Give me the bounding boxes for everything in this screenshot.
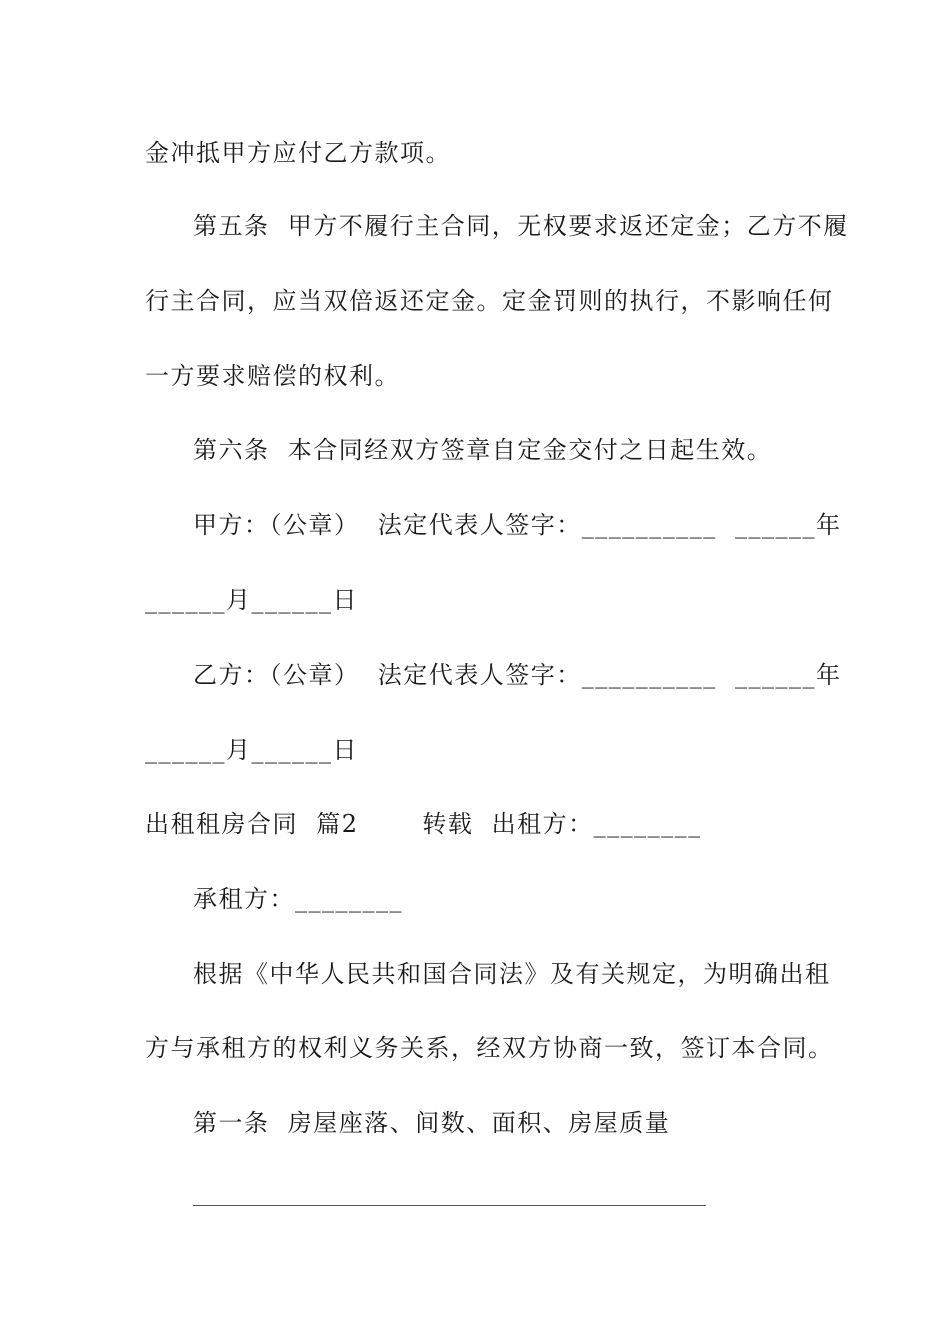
- text-line: 方与承租方的权利义务关系，经双方协商一致，签订本合同。: [145, 1034, 834, 1062]
- lessee-line: 承租方：________: [193, 885, 403, 913]
- article-6-line: 第六条 本合同经双方签章自定金交付之日起生效。: [193, 436, 773, 464]
- text-line: 一方要求赔偿的权利。: [145, 362, 400, 390]
- article-1-line: 第一条 房屋座落、间数、面积、房屋质量: [193, 1109, 671, 1137]
- party-b-date-line: ______月______日: [145, 736, 358, 764]
- party-b-signature-line: 乙方：（公章） 法定代表人签字：__________ ______年: [193, 661, 842, 689]
- text-line: 行主合同，应当双倍返还定金。定金罚则的执行，不影响任何: [145, 287, 834, 315]
- party-a-signature-line: 甲方：（公章） 法定代表人签字：__________ ______年: [193, 511, 842, 539]
- fill-in-underline: [193, 1205, 706, 1206]
- preamble-line: 根据《中华人民共和国合同法》及有关规定，为明确出租: [193, 960, 831, 988]
- section-heading-line: 出租租房合同 篇2 转载 出租方：________: [145, 810, 702, 838]
- article-5-line: 第五条 甲方不履行主合同，无权要求返还定金；乙方不履: [193, 212, 849, 240]
- party-a-date-line: ______月______日: [145, 586, 358, 614]
- text-line: 金冲抵甲方应付乙方款项。: [145, 139, 451, 167]
